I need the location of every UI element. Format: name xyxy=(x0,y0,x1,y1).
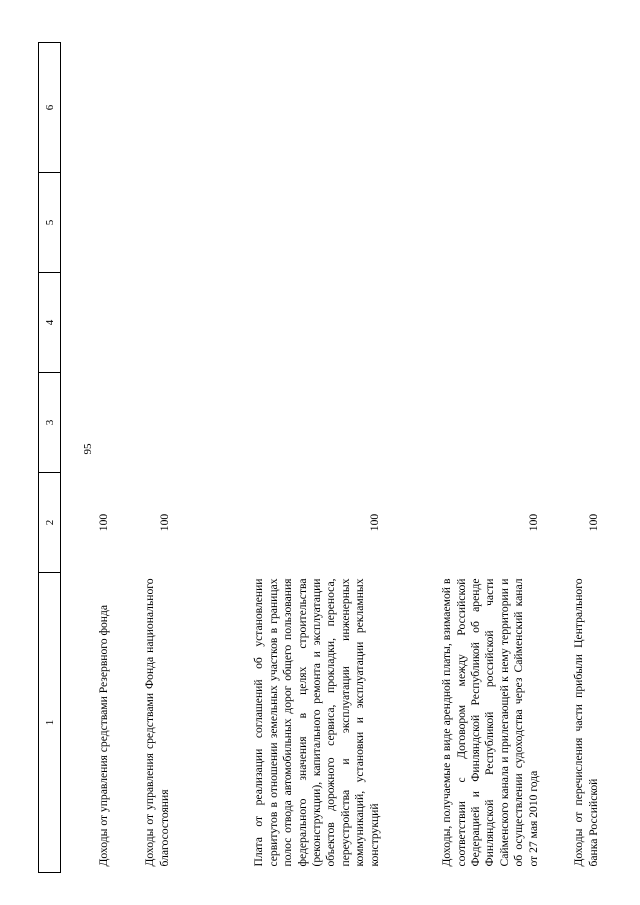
page-number: 95 xyxy=(82,443,94,455)
table-row xyxy=(172,43,382,873)
table-row xyxy=(541,43,601,873)
table-row xyxy=(61,43,112,873)
percent-value: 100 xyxy=(96,513,110,532)
table-row xyxy=(111,43,172,873)
column-header-6: 6 xyxy=(39,43,61,173)
column-header-1: 1 xyxy=(39,573,61,873)
revenue-description: Доходы от перечисления части прибыли Центрального банка Российской xyxy=(572,578,600,867)
rotated-table-container xyxy=(38,43,600,873)
column-header-5: 5 xyxy=(39,173,61,273)
column-header-3: 3 xyxy=(39,373,61,473)
budget-revenue-table xyxy=(38,42,601,873)
column-header-4: 4 xyxy=(39,273,61,373)
revenue-description: Доходы от управления средствами Резервного фонда xyxy=(96,604,110,867)
column-header-2: 2 xyxy=(39,473,61,573)
table-header-row xyxy=(39,43,61,873)
percent-value: 100 xyxy=(367,513,381,532)
table-row xyxy=(382,43,541,873)
percent-value: 100 xyxy=(526,513,540,532)
revenue-description: Плата от реализации соглашений об установлении сервитутов в отношении земельных участков в границах полос отвода автомобильных дорог общего пользования федерального значения в целях строительства (реконструкции), капитального ремонта и эксплуатации объектов дорожного сервиса, прокладки, переноса, переустройства и эксплуатации инженерных коммуникаций, установки и эксплуатации рекламных конструкций xyxy=(252,578,381,867)
revenue-description: Доходы от управления средствами Фонда национального благосостояния xyxy=(143,578,171,867)
revenue-description: Доходы, получаемые в виде арендной платы, взимаемой в соответствии с Договором между Российской Федерацией и Финляндской Республикой об аренде Финляндской Республикой российской части Сайменского канала и прилегающей к нему территории и об осуществлении судоходства через Сайменский канал от 27 мая 2010 года xyxy=(440,578,540,867)
percent-value: 100 xyxy=(586,513,600,532)
percent-value: 100 xyxy=(157,513,171,532)
